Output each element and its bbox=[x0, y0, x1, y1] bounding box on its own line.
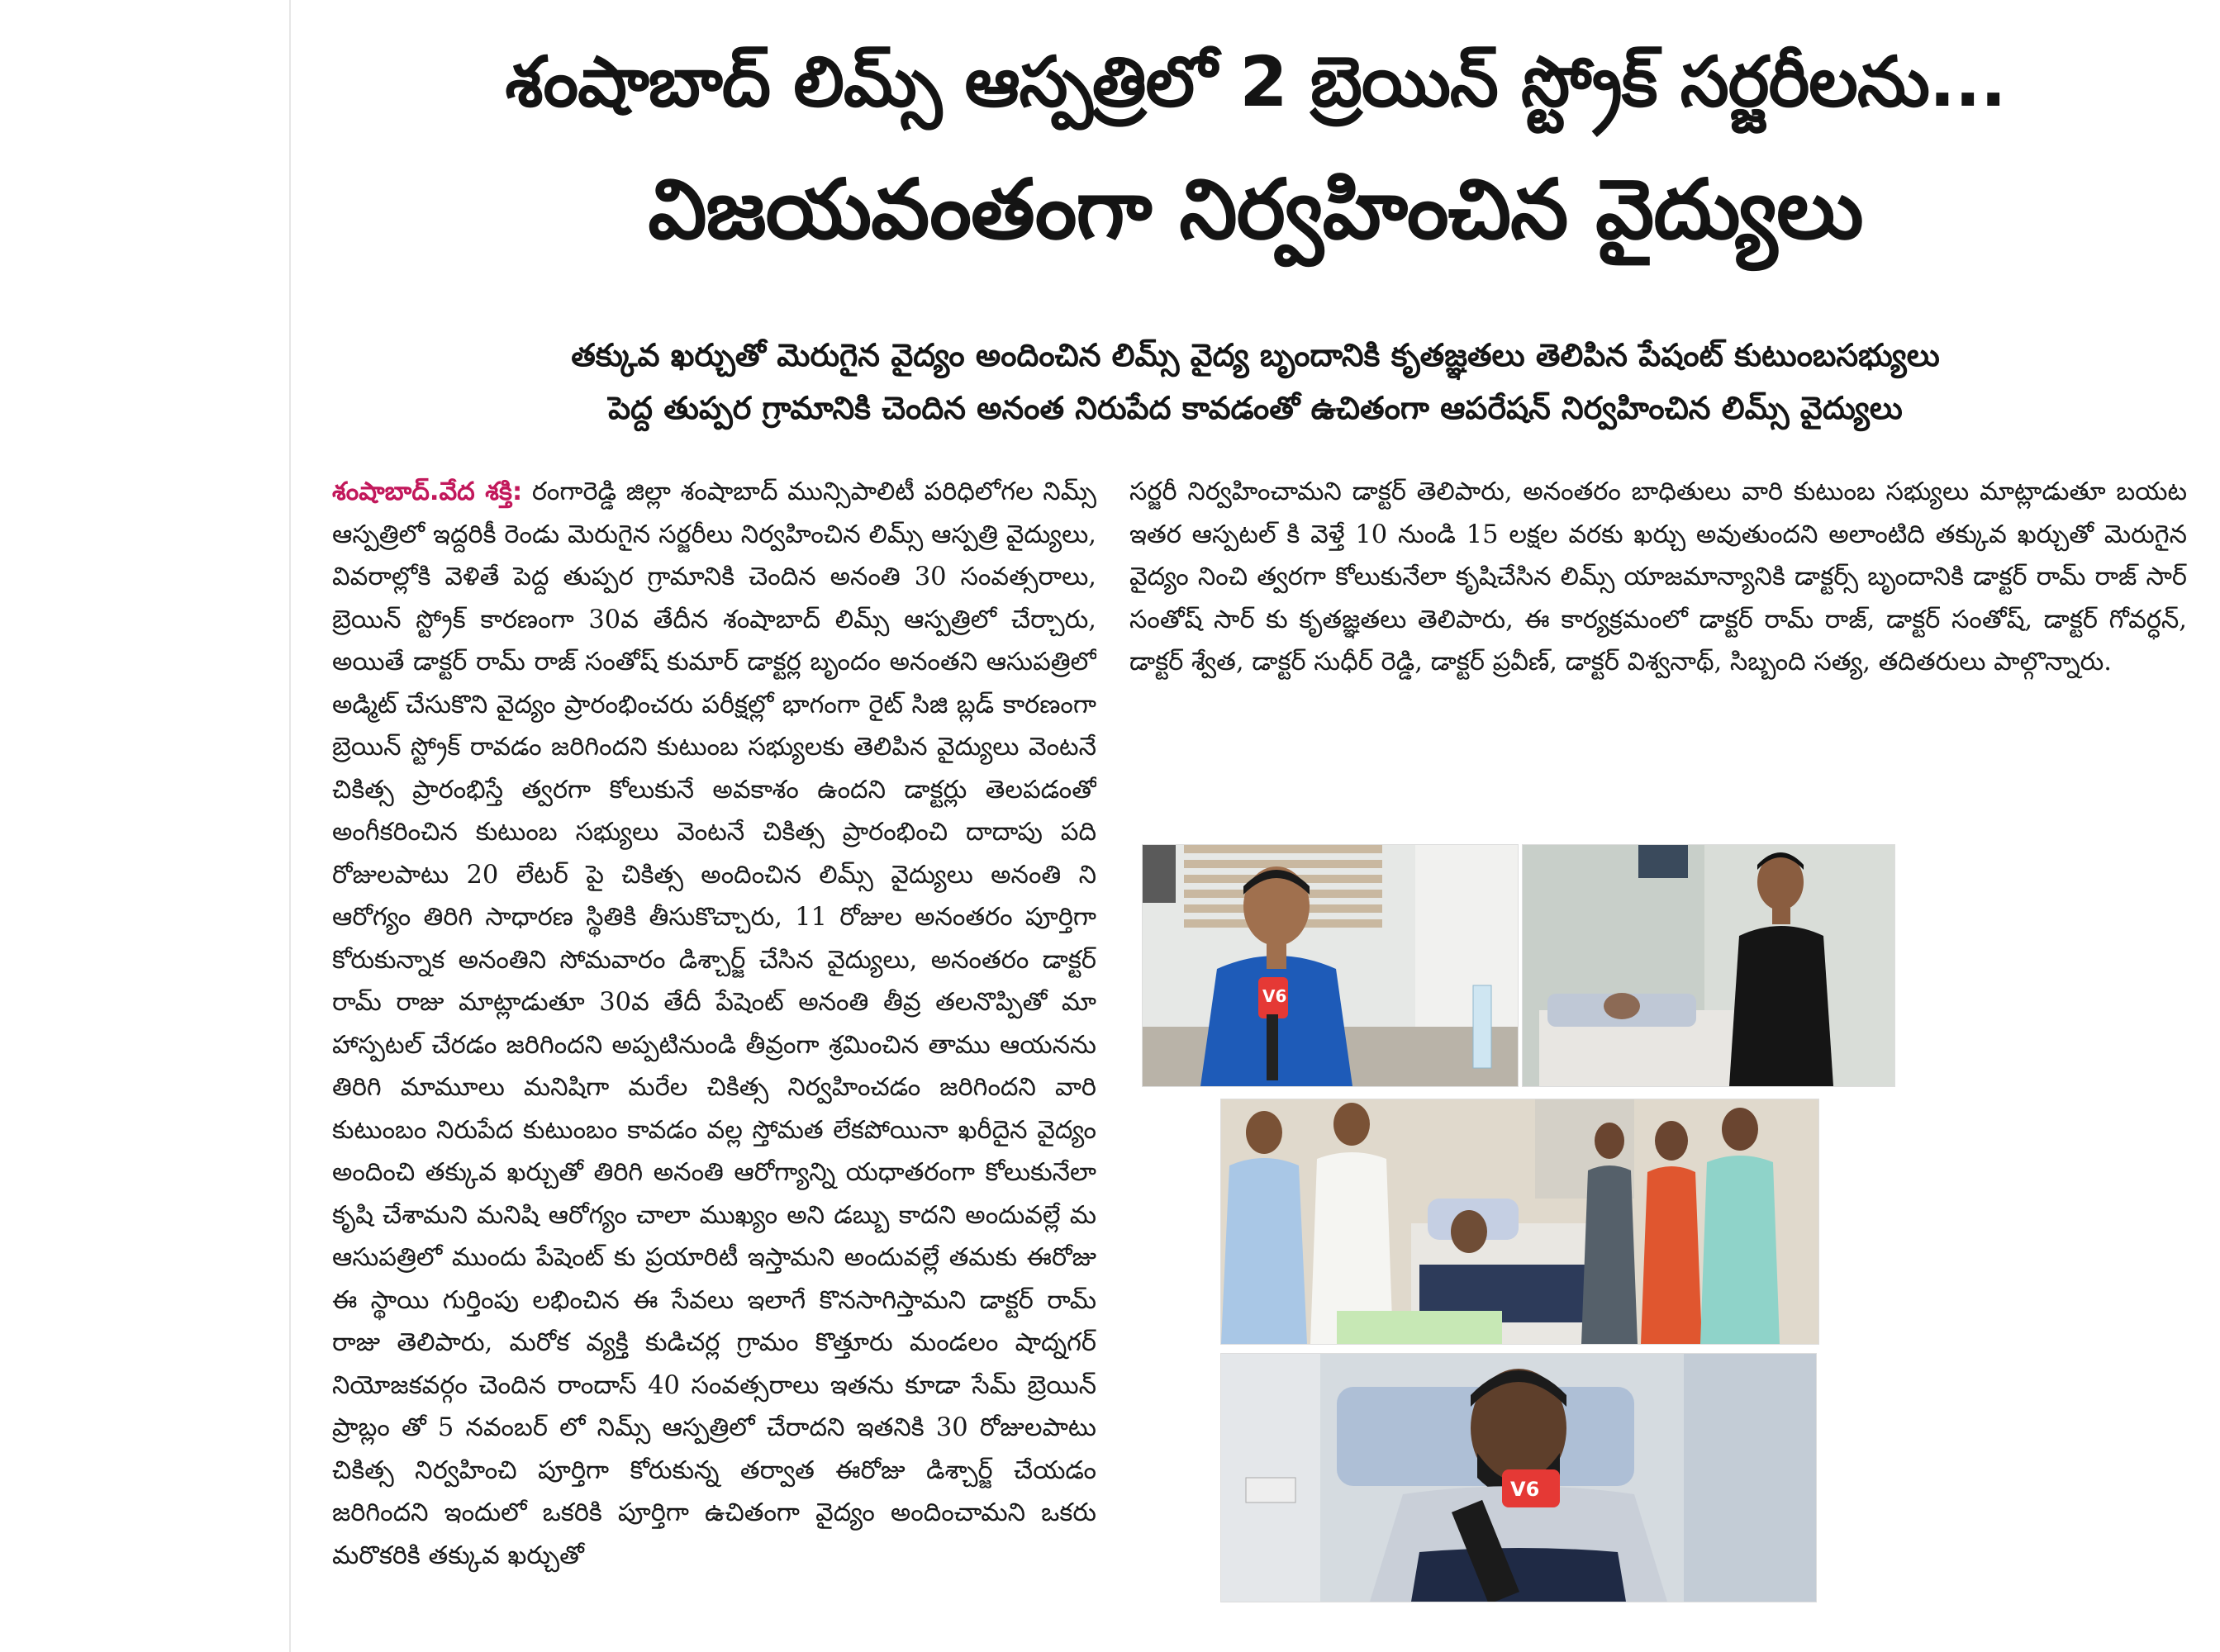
page-margin bbox=[0, 0, 289, 1652]
family-with-patient-photo bbox=[1220, 1099, 1819, 1345]
newspaper-clipping bbox=[291, 0, 2220, 1652]
subheadline-2: పెద్ద తుప్పర గ్రామానికి చెందిన అనంత నిరుపేద కావడంతో ఉచితంగా ఆపరేషన్ నిర్వహించిన లిమ్స్ వైద్యులు bbox=[608, 390, 1903, 426]
dateline: శంషాబాద్.వేద శక్తి: bbox=[332, 477, 523, 506]
svg-text:V6: V6 bbox=[1262, 986, 1287, 1006]
subheadline-1: తక్కువ ఖర్చుతో మెరుగైన వైద్యం అందించిన లిమ్స్ వైద్య బృందానికి కృతజ్ఞతలు తెలిపిన పేషంట్ కుటుంబసభ్యులు bbox=[571, 337, 1940, 373]
headline-line-2: విజయవంతంగా నిర్వహించిన వైద్యులు bbox=[648, 161, 1863, 258]
article-left-column bbox=[332, 471, 1096, 1644]
patient-bed-photo bbox=[1522, 844, 1895, 1087]
svg-text:V6: V6 bbox=[1510, 1478, 1540, 1501]
doctor-interview-photo bbox=[1142, 844, 1519, 1087]
patient-interview-photo bbox=[1220, 1353, 1817, 1602]
article-body-left: రంగారెడ్డి జిల్లా శంషాబాద్ మున్సిపాలిటీ పరిధిలోగల నిమ్స్ ఆస్పత్రిలో ఇద్దరికీ రెండు మెరుగైన సర్జరీలు నిర్వహించిన లిమ్స్ ఆస్పత్రి వైద్యులు, వివరాల్లోకి వెళితే పెద్ద తుప్పర గ్రామానికి చెందిన అనంతి 30 సంవత్సరాలు, బ్రెయిన్ స్ట్రోక్ కారణంగా 30వ తేదీన శంషాబాద్ లిమ్స్ ఆస్పత్రిలో చేర్చారు, అయితే డాక్టర్ రామ్ రాజ్ సంతోష్ కుమార్ డాక్టర్ల బృందం అనంతని ఆసుపత్రిలో అడ్మిట్ చేసుకొని వైద్యం ప్రారంభించరు పరీక్షల్లో భాగంగా రైట్ సిజి బ్లడ్ కారణంగా బ్రెయిన్ స్ట్రోక్ రావడం జరిగిందని కుటుంబ సభ్యులకు తెలిపిన వైద్యులు వెంటనే చికిత్స ప్రారంభిస్తే త్వరగా కోలుకునే అవకాశం ఉందని డాక్టర్లు తెలపడంతో అంగీకరించిన కుటుంబ సభ్యులు వెంటనే చికిత్స ప్రారంభించి దాదాపు పది రోజులపాటు 20 లేటర్ పై చికిత్స అందించిన లిమ్స్ వైద్యులు అనంతి ని ఆరోగ్యం తిరిగి సాధారణ స్థితికి తీసుకొచ్చారు, 11 రోజుల అనంతరం పూర్తిగా కోరుకున్నాక అనంతిని సోమవారం డిశ్చార్జ్ చేసిన వైద్యులు, అనంతరం డాక్టర్ రామ్ రాజు మాట్లాడుతూ 30వ తేదీ పేషెంట్ అనంతి తీవ్ర తలనొప్పితో మా హాస్పటల్ చేరడం జరిగిందని అప్పటినుండి తీవ్రంగా శ్రమించిన తాము ఆయనను తిరిగి మామూలు మనిషిగా మరేల చికిత్స నిర్వహించడం జరిగిందని వారి కుటుంబం నిరుపేద కుటుంబం కావడం వల్ల స్తోమత లేకపోయినా ఖరీదైన వైద్యం అందించి తక్కువ ఖర్చుతో తిరిగి అనంతి ఆరోగ్యాన్ని యధాతరంగా కోలుకునేలా కృషి చేశామని మనిషి ఆరోగ్యం చాలా ముఖ్యం అని డబ్బు కాదని అందువల్లే మ ఆసుపత్రిలో ముందు పేషెంట్ కు ప్రయారిటీ ఇస్తామని అందువల్లే తమకు ఈరోజు ఈ స్థాయి గుర్తింపు లభించిన ఈ సేవలు ఇలాగే కొనసాగిస్తామని డాక్టర్ రామ్ రాజు తెలిపారు, మరోక వ్యక్తి కుడిచర్ల గ్రామం కొత్తూరు మండలం షాద్నగర్ నియోజకవర్గం చెందిన రాందాస్ 40 సంవత్సరాలు ఇతను కూడా సేమ్ బ్రెయిన్ ప్రాబ్లం తో 5 నవంబర్ లో నిమ్స్ ఆస్పత్రిలో చేరాదని ఇతనికి 30 రోజులపాటు చికిత్స నిర్వహించి పూర్తిగా కోరుకున్న తర్వాత ఈరోజు డిశ్చార్జ్ చేయడం జరిగిందని ఇందులో ఒకరికి పూర్తిగా ఉచితంగా వైద్యం అందించామని ఒకరు మరొకరికి తక్కువ ఖర్చుతో bbox=[332, 477, 1096, 1570]
headline-line-1: శంషాబాద్ లిమ్స్ ఆస్పత్రిలో 2 బ్రెయిన్ స్ట్రోక్ సర్జరీలను... bbox=[505, 41, 2006, 122]
article-right-column: సర్జరీ నిర్వహించామని డాక్టర్ తెలిపారు, అనంతరం బాధితులు వారి కుటుంబ సభ్యులు మాట్లాడుతూ బయట ఇతర ఆస్పటల్ కి వెళ్తే 10 నుండి 15 లక్షల వరకు ఖర్చు అవుతుందని అలాంటిది తక్కువ ఖర్చుతో మెరుగైన వైద్యం నించి త్వరగా కోలుకునేలా కృషిచేసిన లిమ్స్ యాజమాన్యానికి డాక్టర్స్ బృందానికి డాక్టర్ రామ్ రాజ్ సార్ సంతోష్ సార్ కు కృతజ్ఞతలు తెలిపారు, ఈ కార్యక్రమంలో డాక్టర్ రామ్ రాజ్, డాక్టర్ సంతోష్, డాక్టర్ గోవర్ధన్, డాక్టర్ శ్వేత, డాక్టర్ సుధీర్ రెడ్డి, డాక్టర్ ప్రవీణ్, డాక్టర్ విశ్వనాథ్, సిబ్బంది సత్య, తదితరులు పాల్గొన్నారు. bbox=[1129, 477, 2187, 676]
